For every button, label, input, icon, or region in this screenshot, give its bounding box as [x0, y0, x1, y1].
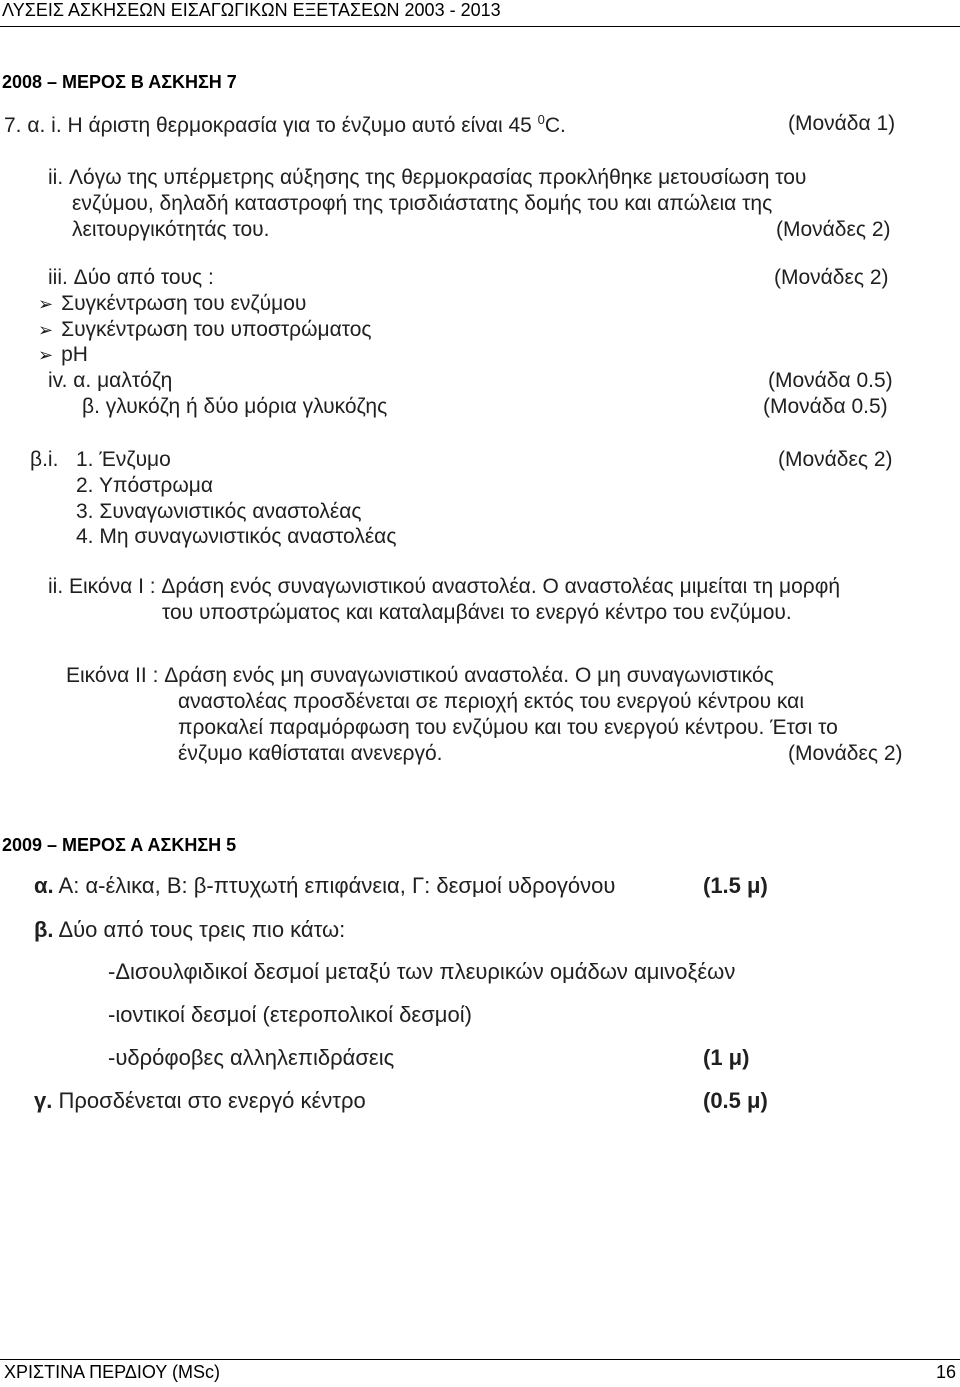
answer-2009-b-item3: -υδρόφοβες αλληλεπιδράσεις: [108, 1045, 395, 1070]
mark-2009-b: (1 μ): [703, 1045, 750, 1070]
answer-b-ii2-line2: αναστολέας προσδένεται σε περιοχή εκτός του ενεργού κέντρου και: [178, 690, 804, 713]
arrow-bullet-icon: ➢: [38, 345, 54, 365]
answer-a-i-text: 7. α. i. Η άριστη θερμοκρασία για το ένζυμο αυτό είναι 45: [4, 114, 532, 137]
mark-a-i: (Μονάδα 1): [788, 112, 896, 135]
answer-2009-c-label: γ.: [34, 1088, 53, 1113]
answer-b-ii-line1: ii. Εικόνα I : Δράση ενός συναγωνιστικού αναστολέα. Ο αναστολέας μιμείται τη μορφή: [48, 575, 841, 598]
answer-a-i: [4, 112, 566, 138]
section-2008-title: 2008 – ΜΕΡΟΣ Β ΑΣΚΗΣΗ 7: [2, 72, 237, 92]
bullet-item: [38, 343, 88, 367]
answer-a-ii-line2: ενζύμου, δηλαδή καταστροφή της τρισδιάστατης δομής του και απώλεια της: [72, 192, 773, 215]
answer-b-i-label: β.i.: [30, 448, 59, 471]
page-number: 16: [935, 1362, 956, 1382]
bullet-item: [38, 318, 372, 342]
mark-b-i: (Μονάδες 2): [778, 448, 893, 471]
answer-b-i-item1: 1. Ένζυμο: [76, 448, 171, 471]
answer-2009-b-item1: -Δισουλφιδικοί δεσμοί μεταξύ των πλευρικών ομάδων αμινοξέων: [108, 959, 736, 984]
header-rule: [0, 26, 960, 27]
answer-a-ii-line1: ii. Λόγω της υπέρμετρης αύξησης της θερμοκρασίας προκλήθηκε μετουσίωση του: [48, 166, 807, 189]
answer-b-ii2-line4: ένζυμο καθίσταται ανενεργό.: [178, 742, 443, 765]
answer-2009-c-text: Προσδένεται στο ενεργό κέντρο: [58, 1088, 366, 1113]
footer-author: ΧΡΙΣΤΙΝΑ ΠΕΡΔΙΟΥ (MSc): [4, 1362, 220, 1382]
answer-a-ii-line3: λειτουργικότητάς του.: [72, 218, 270, 241]
mark-2009-c: (0.5 μ): [703, 1088, 768, 1113]
answer-a-iv-line2: β. γλυκόζη ή δύο μόρια γλυκόζης: [82, 395, 388, 418]
answer-a-iv-line1: iv. α. μαλτόζη: [48, 369, 173, 392]
answer-b-ii-line2: του υποστρώματος και καταλαμβάνει το ενεργό κέντρο του ενζύμου.: [162, 601, 792, 624]
mark-2009-a: (1.5 μ): [703, 873, 768, 898]
answer-b-i-item4: 4. Μη συναγωνιστικός αναστολέας: [76, 525, 397, 548]
answer-b-ii2-line3: προκαλεί παραμόρφωση του ενζύμου και του ενεργού κέντρου. Έτσι το: [178, 716, 838, 739]
answer-2009-a-text: Α: α-έλικα, Β: β-πτυχωτή επιφάνεια, Γ: δεσμοί υδρογόνου: [58, 873, 616, 898]
arrow-bullet-icon: ➢: [38, 294, 54, 314]
mark-a-ii: (Μονάδες 2): [776, 218, 891, 241]
answer-2009-b-item2: -ιοντικοί δεσμοί (ετεροπολικοί δεσμοί): [108, 1002, 472, 1027]
mark-b-ii: (Μονάδες 2): [788, 742, 903, 765]
mark-a-iv-2: (Μονάδα 0.5): [763, 395, 888, 418]
answer-b-i-item2: 2. Υπόστρωμα: [76, 474, 213, 497]
answer-2009-b-text: Δύο από τους τρεις πιο κάτω:: [58, 917, 346, 942]
footer-rule: [0, 1359, 960, 1360]
arrow-bullet-icon: ➢: [38, 320, 54, 340]
mark-a-iii: (Μονάδες 2): [774, 266, 889, 289]
bullet-text: Συγκέντρωση του ενζύμου: [61, 292, 307, 315]
mark-a-iv-1: (Μονάδα 0.5): [768, 369, 893, 392]
bullet-item: [38, 292, 306, 316]
answer-b-i-item3: 3. Συναγωνιστικός αναστολέας: [76, 500, 362, 523]
answer-2009-a-label: α.: [34, 873, 54, 898]
answer-2009-a: [34, 873, 615, 899]
running-header: ΛΥΣΕΙΣ ΑΣΚΗΣΕΩΝ ΕΙΣΑΓΩΓΙΚΩΝ ΕΞΕΤΑΣΕΩΝ 2003 - 2013: [2, 0, 501, 20]
answer-2009-b-label: β.: [34, 917, 54, 942]
answer-2009-c: [34, 1088, 366, 1114]
degree-sup: 0: [537, 112, 545, 127]
answer-2009-b: [34, 917, 345, 943]
answer-a-iii-label: iii. Δύο από τους :: [48, 266, 214, 289]
bullet-text: Συγκέντρωση του υποστρώματος: [61, 318, 372, 341]
bullet-text: pH: [61, 343, 88, 366]
answer-a-i-unit: C.: [544, 114, 566, 137]
answer-b-ii2-line1: Εικόνα II : Δράση ενός μη συναγωνιστικού αναστολέα. Ο μη συναγωνιστικός: [66, 664, 774, 687]
section-2009-title: 2009 – ΜΕΡΟΣ Α ΑΣΚΗΣΗ 5: [2, 835, 237, 855]
